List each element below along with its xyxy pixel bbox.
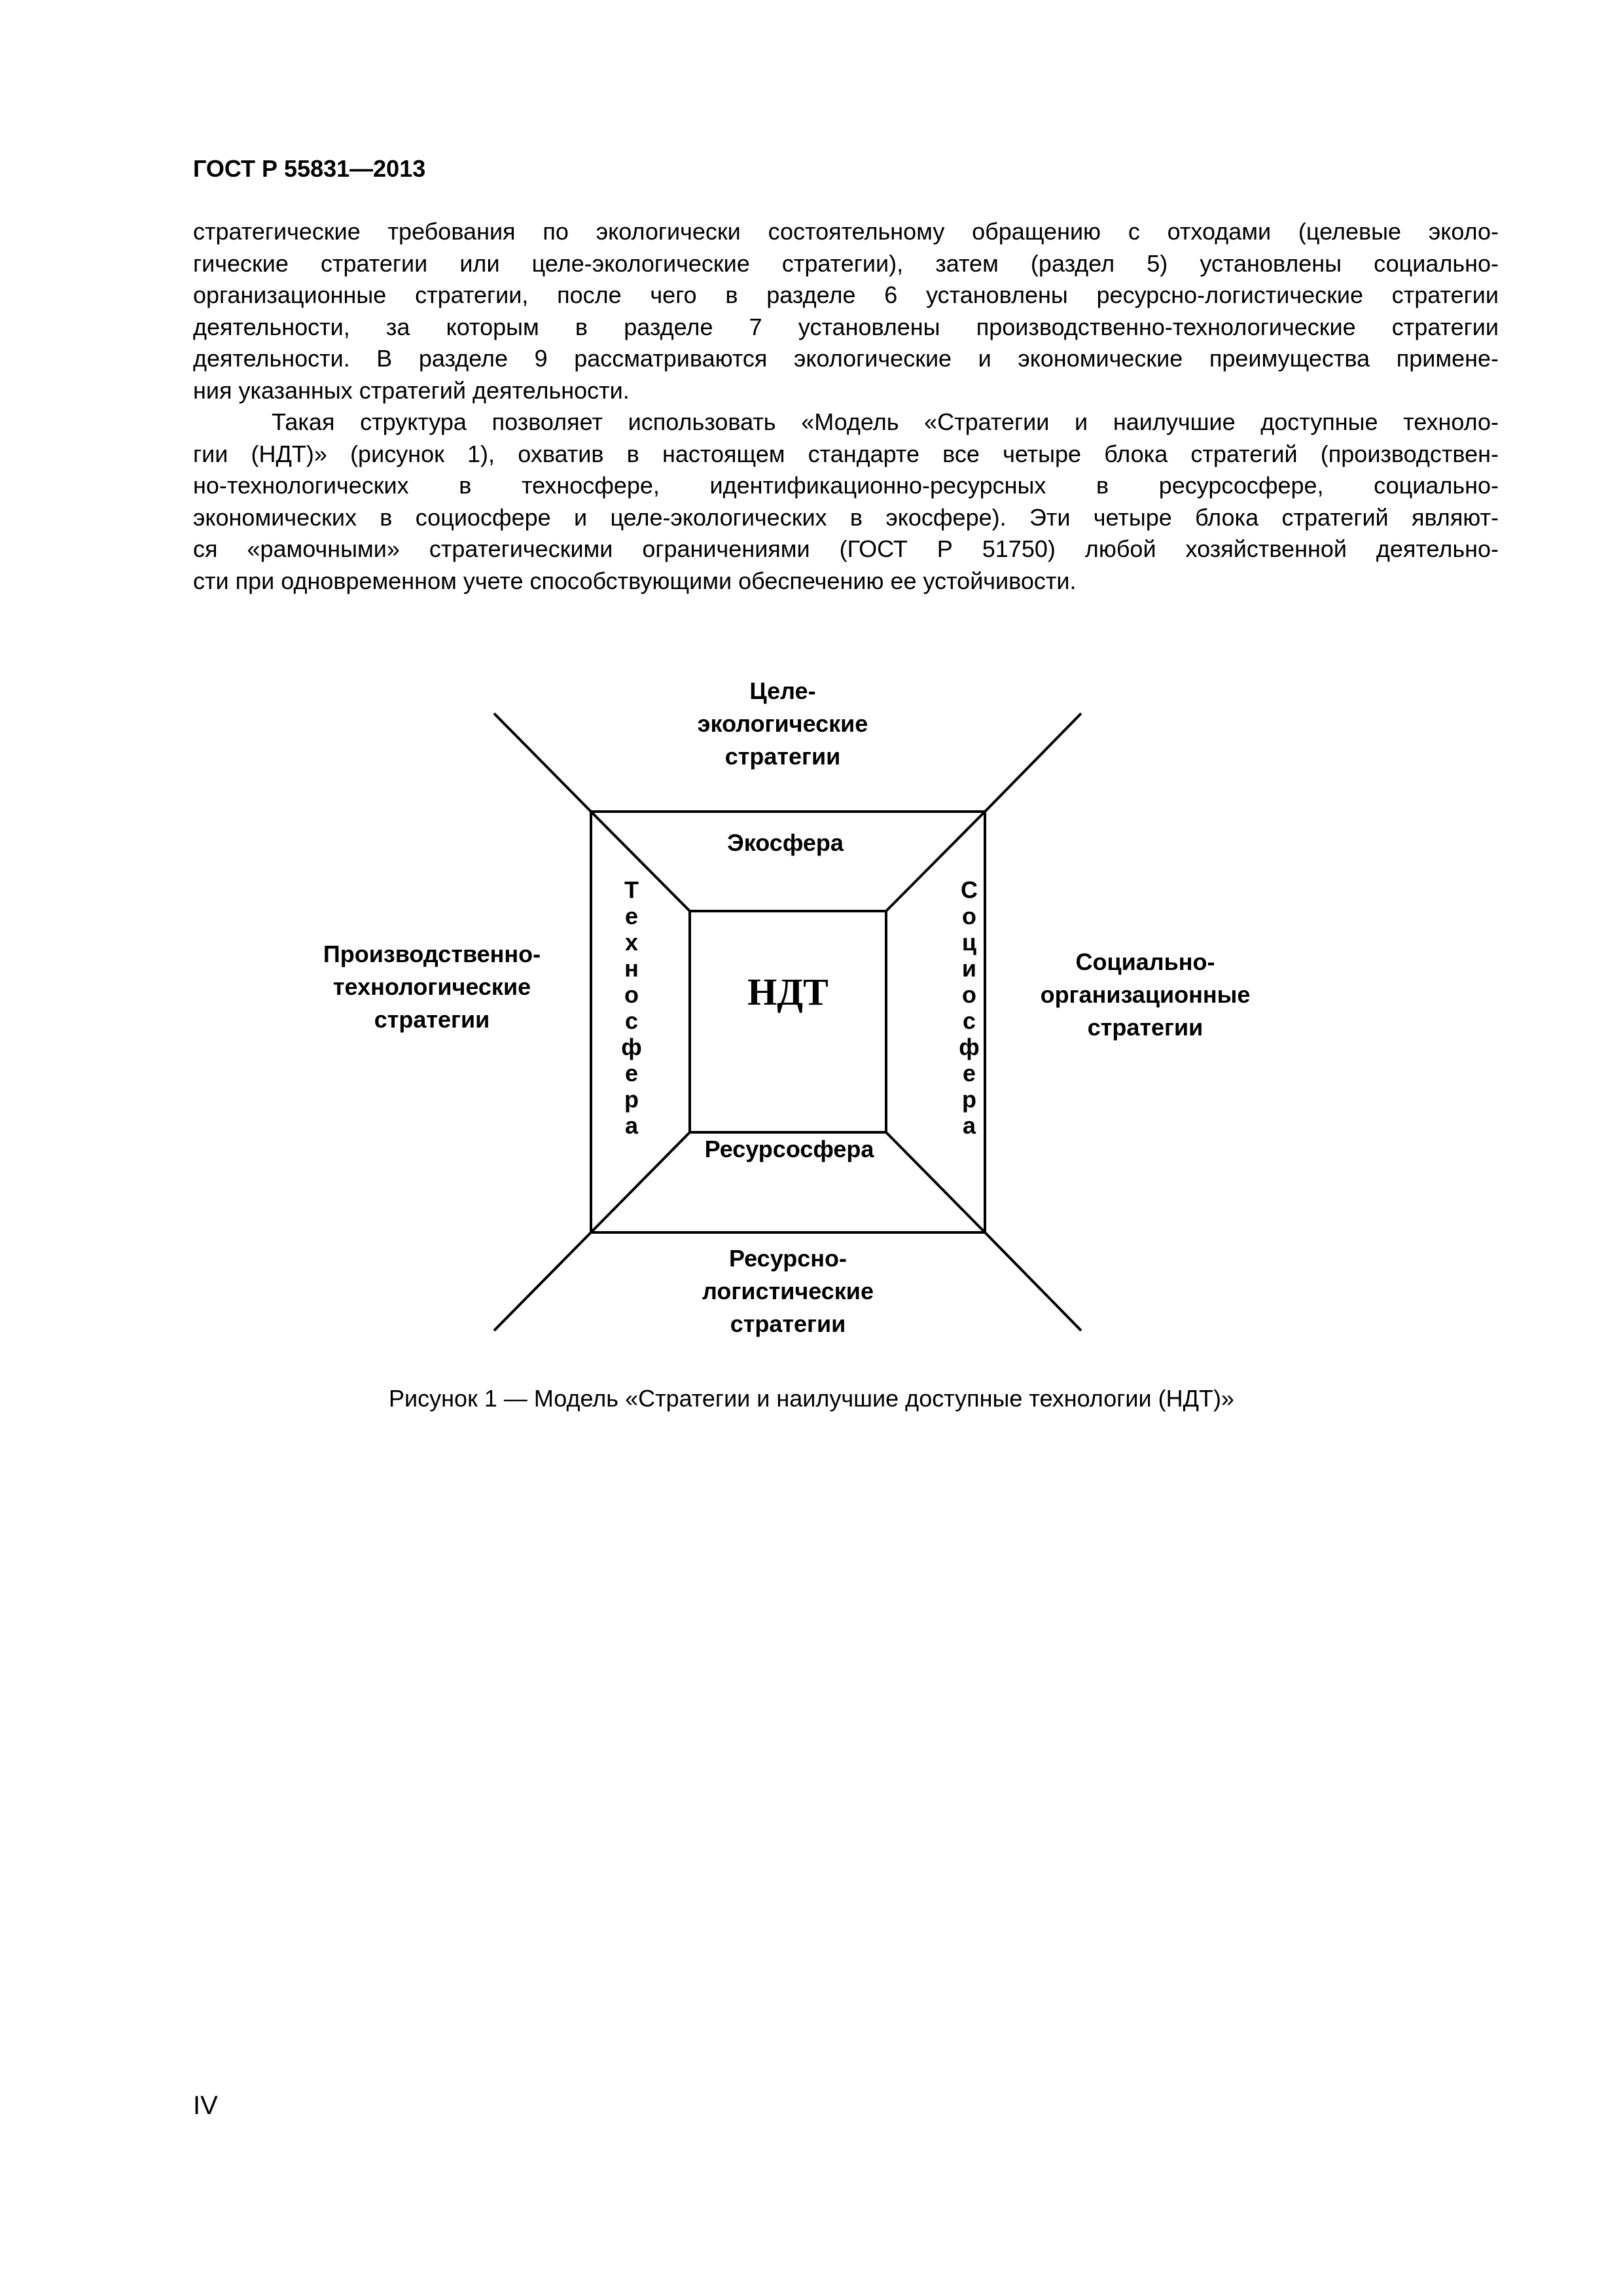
text-line: стратегические требования по экологически состоятельному обращению с отходами (целевые эколо-	[193, 218, 1499, 245]
connector-bottom-left	[591, 1132, 690, 1232]
left-strategy-label-line: Производственно-	[323, 941, 541, 967]
text-line: ния указанных стратегий деятельности.	[193, 376, 630, 404]
diagonal-line-bottom-right	[985, 1232, 1081, 1331]
diagonal-line-top-left	[494, 713, 591, 812]
bottom-strategy-label-line: логистические	[702, 1278, 874, 1304]
text-line: деятельности. В разделе 9 рассматриваются экологические и экономические преимущества примене-	[193, 345, 1499, 372]
right-strategy-label-line: Социально-	[1075, 948, 1215, 975]
sphere-letter: ф	[959, 1033, 980, 1060]
page-number: IV	[193, 2091, 218, 2120]
connector-bottom-right	[886, 1132, 985, 1232]
document-header: ГОСТ Р 55831—2013	[193, 155, 426, 182]
sphere-letter: ц	[961, 929, 977, 956]
diagonal-line-top-right	[985, 713, 1081, 812]
top-strategy-label-line: экологические	[697, 710, 868, 737]
sphere-letter: с	[624, 1007, 639, 1034]
text-line: организационные стратегии, после чего в разделе 6 установлены ресурсно-логистические стратегии	[193, 281, 1499, 308]
sphere-letter: р	[624, 1086, 639, 1113]
text-line: Такая структура позволяет использовать «Модель «Стратегии и наилучшие доступные техноло-	[272, 408, 1499, 435]
sphere-letter: е	[962, 1060, 976, 1086]
resourcesphere-label: Ресурсосфера	[704, 1136, 874, 1162]
text-line: гии (НДТ)» (рисунок 1), охватив в настоящем стандарте все четыре блока стратегий (производствен-	[193, 440, 1499, 467]
sociosphere-label	[959, 876, 980, 1139]
left-strategy-label-line: стратегии	[374, 1006, 490, 1033]
sphere-letter: с	[962, 1007, 976, 1034]
text-line: экономических в социосфере и целе-экологических в экосфере). Эти четыре блока стратегий являют-	[193, 503, 1499, 531]
sphere-letter: Т	[624, 876, 639, 903]
sphere-letter: и	[961, 955, 977, 982]
sphere-letter: о	[624, 981, 639, 1008]
outer-square	[591, 812, 985, 1232]
figure-caption: Рисунок 1 — Модель «Стратегии и наилучшие доступные технологии (НДТ)»	[389, 1385, 1234, 1412]
sphere-letter: р	[962, 1086, 976, 1113]
left-strategy-label-line: технологические	[332, 973, 531, 1000]
sphere-letter: а	[962, 1112, 976, 1139]
text-line: ся «рамочными» стратегическими ограничениями (ГОСТ Р 51750) любой хозяйственной деятельно-	[193, 535, 1499, 562]
sphere-letter: о	[962, 981, 976, 1008]
sphere-letter: С	[961, 876, 978, 903]
ecosphere-label: Экосфера	[727, 829, 844, 856]
sphere-letter: е	[624, 903, 639, 929]
sphere-letter: а	[624, 1112, 639, 1139]
text-line: но-технологических в техносфере, идентификационно-ресурсных в ресурсосфере, социально-	[193, 472, 1499, 499]
connector-top-left	[591, 812, 690, 911]
bottom-strategy-label-line: Ресурсно-	[729, 1245, 847, 1272]
text-line: деятельности, за которым в разделе 7 установлены производственно-технологические стратегии	[193, 313, 1499, 340]
text-line: сти при одновременном учете способствующими обеспечению ее устойчивости.	[193, 567, 1077, 594]
diagonal-line-bottom-left	[494, 1232, 591, 1331]
text-line: гические стратегии или целе-экологические стратегии), затем (раздел 5) установлены социально-	[193, 249, 1499, 277]
sphere-letter: о	[962, 903, 976, 929]
sphere-letter: е	[624, 1060, 639, 1086]
bottom-strategy-label-line: стратегии	[730, 1310, 846, 1337]
sphere-letter: х	[624, 929, 639, 956]
right-strategy-label-line: организационные	[1040, 981, 1251, 1008]
inner-square	[690, 911, 886, 1132]
technosphere-label	[621, 876, 642, 1139]
top-strategy-label-line: стратегии	[724, 743, 841, 770]
top-strategy-label-line: Целе-	[749, 677, 816, 704]
right-strategy-label-line: стратегии	[1087, 1014, 1204, 1041]
sphere-letter: н	[624, 955, 639, 982]
ndt-center-label: НДТ	[747, 971, 829, 1013]
sphere-letter: ф	[621, 1033, 642, 1060]
